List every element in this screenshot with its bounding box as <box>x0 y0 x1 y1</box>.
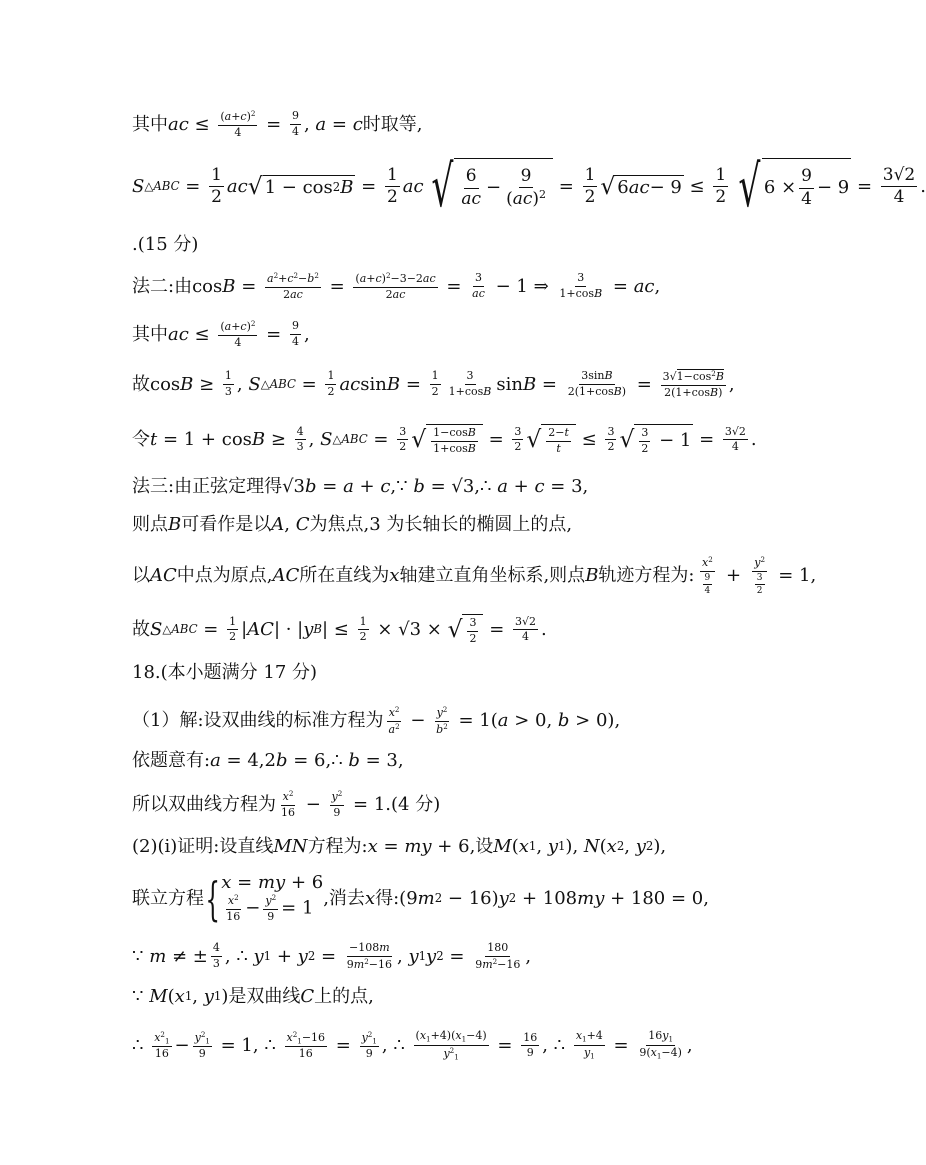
line-10-text-2: 中点为原点, <box>176 565 273 587</box>
line-10-text-5: 轨迹方程为: <box>598 565 695 587</box>
line-9-text-2: 可看作是以 <box>181 514 272 535</box>
line-17-text-3: 得: <box>375 887 400 909</box>
text-line-10: 以 AC 中点为原点, AC 所在直线为 x 轴建立直角坐标系,则点 B 轨迹方程为: $\frac{x^2}{\frac{9}{4}}$ + $\frac{y^2}{\frac{3}{2}}$ = 1, <box>132 555 817 596</box>
line-19-text: 是双曲线 <box>228 986 301 1007</box>
text-line-18: ∵ m ≠ ± $\frac{4}{3}$ , ∴ y 1 + y 2 = $\frac{-108m}{9m^2-16}$ , y 1 y 2 = $\frac{180}{9m^2-16}$ , <box>132 941 532 971</box>
line-13-text: （1）解:设双曲线的标准方程为 <box>132 710 384 732</box>
text-line-6: 故 cos B ≥ $\frac{1}{3}$ , S △ABC = $\frac{1}{2}$ ac sin B = $\frac{1}{2}$ $\frac{3}{1+\cos B}$ sin B = $\frac{3\sin B}{2(1+\cos B)}$ = $\frac{3√1-\cos^2B}{2(1+\cos B)}$ , <box>132 369 735 399</box>
text-line-13: （1）解:设双曲线的标准方程为 $\frac{x^2}{a^2}$ − $\frac{y^2}{b^2}$ = 1( a > 0, b > 0), <box>132 705 621 736</box>
text-line-8: 法三:由正弦定理得 √3 b = a + c ,∵ b = √3,∴ a + c = 3, <box>132 476 589 497</box>
line-10-text-4: 轴建立直角坐标系,则点 <box>399 565 586 587</box>
text-line-1: 其中 ac ≤ $\frac{(a+c)^2}{4}$ = $\frac{9}{4}$ , a = c 时取等, <box>132 109 423 139</box>
line-6-text: 故 <box>132 373 150 395</box>
text-line-7: 令 t = 1 + cos B ≥ $\frac{4}{3}$ , S △ABC = $\frac{3}{2}$ √ $\frac{1-\cos B}{1+\cos B}$ = $\frac{3}{2}$ √ $\frac{2-t}{t}$ ≤ $\frac{3}{2}$ √ $\frac{3}{2}$ − 1 = $\frac{3√2}{4}$ . <box>132 424 757 455</box>
line-1-text-2: 时取等, <box>362 113 423 135</box>
text-line-4: 法二:由 cos B = $\frac{a^2+c^2-b^2}{2ac}$ = $\frac{(a+c)^2-3-2ac}{2ac}$ = $\frac{3}{ac}$ − 1 ⇒ $\frac{3}{1+\cos B}$ = ac , <box>132 271 661 301</box>
text-line-20: ∴ $\frac{x^2_1}{16}$ − $\frac{y^2_1}{9}$ = 1, ∴ $\frac{x^2_1-16}{16}$ = $\frac{y^2_1}{9}$ , ∴ $\frac{(x_1+4)(x_1-4)}{y^2_1}$ = $\frac{16}{9}$ , ∴ $\frac{x_1+4}{y_1}$ = $\frac{16y_1}{9(x_1-4)}$ , <box>132 1029 693 1062</box>
line-10-text: 以 <box>132 565 150 587</box>
line-9-text: 则点 <box>132 514 168 535</box>
text-line-16: (2)(i)证明:设直线 MN 方程为: x = my + 6 ,设 M ( x 1 , y 1 ), N ( x 2 , y 2 ), <box>132 836 667 857</box>
line-15-text-2: .(4 分) <box>385 793 441 815</box>
line-4-text: 法二:由 <box>132 275 193 297</box>
line-16-text-3: ,设 <box>469 836 494 857</box>
line-15-text: 所以双曲线方程为 <box>132 793 276 815</box>
line-10-text-3: 所在直线为 <box>299 565 390 587</box>
line-16-text: (2)(i)证明:设直线 <box>132 836 274 857</box>
line-1-text: 其中 <box>132 113 168 135</box>
line-3-text: .(15 分) <box>132 234 199 255</box>
text-line-9: 则点 B 可看作是以 A , C 为焦点,3 为长轴长的椭圆上的点, <box>132 514 573 535</box>
line-17-text-2: ,消去 <box>323 887 365 909</box>
line-12-text: 18.(本小题满分 17 分) <box>132 662 318 683</box>
text-line-5: 其中 ac ≤ $\frac{(a+c)^2}{4}$ = $\frac{9}{4}$ , <box>132 319 310 349</box>
line-17-text: 联立方程 <box>132 887 204 909</box>
text-line-11: 故 S △ABC = $\frac{1}{2}$ | AC | · | y B | ≤ $\frac{1}{2}$ × √3 × √ $\frac{3}{2}$ = $\frac{3√2}{4}$ . <box>132 614 547 645</box>
line-8-text: 法三:由正弦定理得 <box>132 476 283 497</box>
line-7-text: 令 <box>132 428 150 450</box>
text-line-2: S △ABC = $\frac{1}{2}$ ac √ 1 − cos 2 B = $\frac{1}{2}$ ac √ $\frac{6}{ac}$ − $\frac{9}{(ac)^2}$ = $\frac{1}{2}$ √ 6 ac − 9 ≤ $\frac{1}{2}$ √ 6 × $\frac{9}{4}$ − 9 = $\frac{3√2}{4}$ . <box>132 153 926 220</box>
line-5-text: 其中 <box>132 323 168 345</box>
text-line-17: 联立方程 { x = my + 6 $\frac{x^2}{16}$ − $\frac{y^2}{9}$ = 1 ,消去 x 得: (9 m 2 − 16) y 2 + 108 my + 180 = 0, <box>132 871 709 926</box>
line-19-text-2: 上的点, <box>314 986 374 1007</box>
line-16-text-2: 方程为: <box>307 836 368 857</box>
line-11-text: 故 <box>132 618 150 640</box>
line-14-text: 依题意有: <box>132 750 211 771</box>
text-line-19: ∵ M ( x 1 , y 1 ) 是双曲线 C 上的点, <box>132 986 374 1007</box>
text-line-3 <box>132 236 198 254</box>
text-line-15: 所以双曲线方程为 $\frac{x^2}{16}$ − $\frac{y^2}{9}$ = 1 .(4 分) <box>132 789 441 819</box>
text-line-14: 依题意有: a = 4,2 b = 6,∴ b = 3, <box>132 750 404 771</box>
text-line-12 <box>132 664 317 682</box>
line-9-text-3: 为焦点,3 为长轴长的椭圆上的点, <box>309 514 573 535</box>
